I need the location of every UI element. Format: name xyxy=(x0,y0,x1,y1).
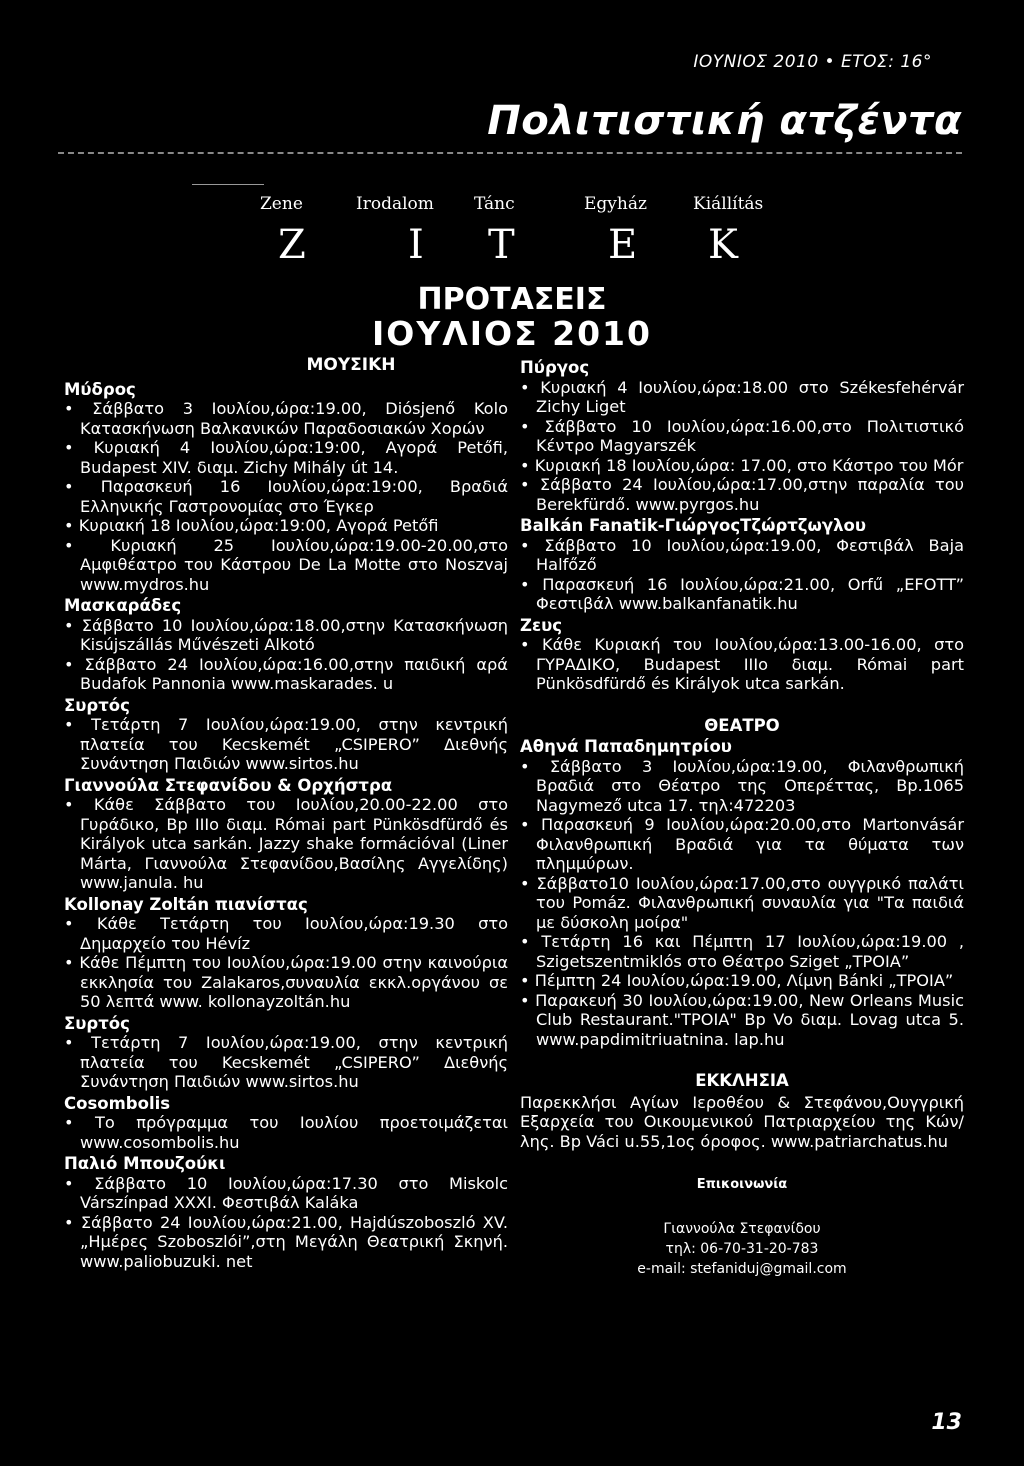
top-divider xyxy=(58,152,962,154)
church-text: Παρεκκλήσι Αγίων Ιεροθέου & Στεφάνου,Ουγγρική Εξαρχεία του Οικουμενικού Πατριαρχείου της Κών/λης. Bp Váci u.55,1ος όροφος. www.patriarchatus.hu xyxy=(520,1092,964,1151)
list-item: • Το πρόγραμμα του Ιουλίου προετοιμάζεται www.cosombolis.hu xyxy=(64,1113,508,1152)
left-column xyxy=(64,356,508,1271)
contact-name: Γιαννούλα Στεφανίδου xyxy=(663,1220,821,1237)
logo-letter: Z xyxy=(278,222,306,268)
contact-heading: Επικοινωνία xyxy=(696,1177,788,1192)
list-item: • Σάββατο 24 Ιουλίου,ώρα:21.00, Hajdúszoboszló XV. „Ημέρες Szoboszlói”,στη Μεγάλη Θεατρική Σκηνή. www.paliobuzuki. net xyxy=(64,1213,508,1272)
list-item: • Κάθε Κυριακή του Ιουλίου,ώρα:13.00-16.00, στο ΓΥΡΑΔΙΚΟ, Budapest IIIo διαμ. Római part Pünkösdfürdő és Királyok utca sarkán. xyxy=(520,635,964,694)
section-heading-church: ΕΚΚΛΗΣΙΑ xyxy=(695,1071,789,1090)
group-name: Πύργος xyxy=(520,358,590,377)
section-heading-music: ΜΟΥΣΙΚΗ xyxy=(306,355,396,375)
group-name: Συρτός xyxy=(64,1013,130,1033)
title-line-1: ΠΡΟΤΑΣΕΙΣ xyxy=(417,282,607,317)
group-name: Kollonay Zoltán πιανίστας xyxy=(64,894,308,914)
contact-email: e-mail: stefaniduj@gmail.com xyxy=(637,1260,847,1277)
list-item: • Παρασκευή 9 Ιουλίου,ώρα:20.00,στο Martonvásár Φιλανθρωπική Βραδιά για τα θύματα των πλημμύρων. xyxy=(520,815,964,874)
list-item: • Κυριακή 18 Ιουλίου,ώρα:19:00, Αγορά Petőfi xyxy=(64,516,508,536)
contact-block xyxy=(520,1219,964,1279)
list-item: • Σάββατο 3 Ιουλίου,ώρα:19.00, Φιλανθρωπική Βραδιά στο Θέατρο της Οπερέττας, Bp.1065 Nagymező utca 17. τηλ:472203 xyxy=(520,757,964,816)
logo-letters xyxy=(250,222,770,274)
list-item: • Παρασκευή 16 Ιουλίου,ώρα:21.00, Orfű „EFOTT” Φεστιβάλ www.balkanfanatik.hu xyxy=(520,575,964,614)
right-column xyxy=(520,356,964,1279)
logo-category: Kiállítás xyxy=(693,194,764,214)
group-name: Μύδρος xyxy=(64,379,136,399)
logo-letter: K xyxy=(708,222,738,268)
group-name: Αθηνά Παπαδημητρίου xyxy=(520,737,732,756)
list-item: • Κυριακή 18 Ιουλίου,ώρα: 17.00, στο Κάστρο του Mór xyxy=(520,456,964,476)
logo-letter: T xyxy=(488,222,515,268)
list-item: • Κυριακή 4 Ιουλίου,ώρα:18.00 στο Székesfehérvár Zichy Liget xyxy=(520,378,964,417)
list-item: • Κάθε Σάββατο του Ιουλίου,20.00-22.00 στο Γυράδικο, Bp IIIo διαμ. Római part Pünkösdfürdő és Királyok utca sarkán. Jazzy shake formációval (Liner Márta, Γιαννούλα Στεφανίδου,Βασίλης Αγγελίδης) www.janula. hu xyxy=(64,795,508,893)
list-item: • Σάββατο 24 Ιουλίου,ώρα:17.00,στην παραλία του Berekfürdő. www.pyrgos.hu xyxy=(520,475,964,514)
list-item: • Σάββατο 24 Ιουλίου,ώρα:16.00,στην παιδική αρά Budafok Pannonia www.maskarades. u xyxy=(64,655,508,694)
logo-category: Irodalom xyxy=(356,194,434,214)
group-name: Μασκαράδες xyxy=(64,596,182,615)
group-name: Cosombolis xyxy=(64,1093,171,1113)
list-item: • Σάββατο 10 Ιουλίου,ώρα:19.00, Φεστιβάλ Baja Halfőző xyxy=(520,536,964,575)
list-item: • Σάββατο 10 Ιουλίου,ώρα:17.30 στο Miskolc Várszínpad XXXI. Φεστιβάλ Kaláka xyxy=(64,1174,508,1213)
list-item: • Παρακευή 30 Ιουλίου,ώρα:19.00, New Orleans Music Club Restaurant."ΤΡΟΙΑ" Bp Vo διαμ. Lovag utca 5. www.papdimitriuatnina. lap.hu xyxy=(520,991,964,1050)
contact-phone: τηλ: 06-70-31-20-783 xyxy=(665,1240,819,1257)
group-name: Συρτός xyxy=(64,695,130,715)
list-item: • Σάββατο10 Ιουλίου,ώρα:17.00,στο ουγγρικό παλάτι του Pomáz. Φιλανθρωπική συναυλία για "Τα παιδιά με δύσκολη μοίρα" xyxy=(520,874,964,933)
list-item: • Παρασκευή 16 Ιουλίου,ώρα:19:00, Βραδιά Ελληνικής Γαστρονομίας στο Έγκερ xyxy=(64,477,508,516)
list-item: • Τετάρτη 16 και Πέμπτη 17 Ιουλίου,ώρα:19.00 , Szigetszentmiklós στο Θέατρο Sziget „ΤΡΟΙΑ” xyxy=(520,932,964,971)
list-item: • Κάθε Πέμπτη του Ιουλίου,ώρα:19.00 στην καινούρια εκκλησία του Zalakaros,συναυλία εκκλ.οργάνου σε 50 λεπτά www. kollonayzoltán.hu xyxy=(64,953,508,1012)
list-item: • Πέμπτη 24 Ιουλίου,ώρα:19.00, Λίμνη Bánki „ΤΡΟΙΑ” xyxy=(520,971,964,991)
logo-categories xyxy=(236,194,788,224)
logo-category: Zene xyxy=(260,194,303,214)
logo-category: Egyház xyxy=(584,194,647,214)
issue-line: ΙΟΥΝΙΟΣ 2010 • ΕΤΟΣ: 16° xyxy=(693,52,932,72)
agenda-title: Πολιτιστική ατζέντα xyxy=(487,98,962,144)
list-item: • Σάββατο 3 Ιουλίου,ώρα:19.00, Diósjenő Kolo Κατασκήνωση Βαλκανικών Παραδοσιακών Χορών xyxy=(64,399,508,438)
list-item: • Τετάρτη 7 Ιουλίου,ώρα:19.00, στην κεντρική πλατεία του Kecskemét „CSIPERO” Διεθνής Συνάντηση Παιδιών www.sirtos.hu xyxy=(64,1033,508,1092)
list-item: • Κάθε Τετάρτη του Ιουλίου,ώρα:19.30 στο Δημαρχείο του Hévíz xyxy=(64,914,508,953)
short-divider xyxy=(192,184,264,185)
list-item: • Κυριακή 25 Ιουλίου,ώρα:19.00-20.00,στο Αμφιθέατρο του Κάστρου De La Motte στο Noszvaj www.mydros.hu xyxy=(64,536,508,595)
list-item: • Σάββατο 10 Ιουλίου,ώρα:16.00,στο Πολιτιστικό Κέντρο Magyarszék xyxy=(520,417,964,456)
group-name: Παλιό Μπουζούκι xyxy=(64,1154,226,1173)
page-number: 13 xyxy=(931,1410,962,1435)
page-title xyxy=(0,284,1024,352)
group-name: Balkán Fanatik-ΓιώργοςΤζώρτζωγλου xyxy=(520,516,867,535)
list-item: • Τετάρτη 7 Ιουλίου,ώρα:19.00, στην κεντρική πλατεία του Kecskemét „CSIPERO” Διεθνής Συνάντηση Παιδιών www.sirtos.hu xyxy=(64,715,508,774)
list-item: • Σάββατο 10 Ιουλίου,ώρα:18.00,στην Κατασκήνωση Kisújszállás Művészeti Alkotó xyxy=(64,616,508,655)
list-item: • Κυριακή 4 Ιουλίου,ώρα:19:00, Αγορά Petőfi, Budapest XIV. διαμ. Zichy Mihály út 14. xyxy=(64,438,508,477)
logo-letter: E xyxy=(608,222,638,268)
group-name: Γιαννούλα Στεφανίδου & Ορχήστρα xyxy=(64,775,393,795)
group-name: Ζευς xyxy=(520,615,563,635)
title-line-2: ΙΟΥΛΙΟΣ 2010 xyxy=(372,314,652,354)
logo-category: Tánc xyxy=(474,194,515,214)
logo-letter: I xyxy=(408,222,424,268)
section-heading-theatre: ΘΕΑΤΡΟ xyxy=(704,715,780,735)
